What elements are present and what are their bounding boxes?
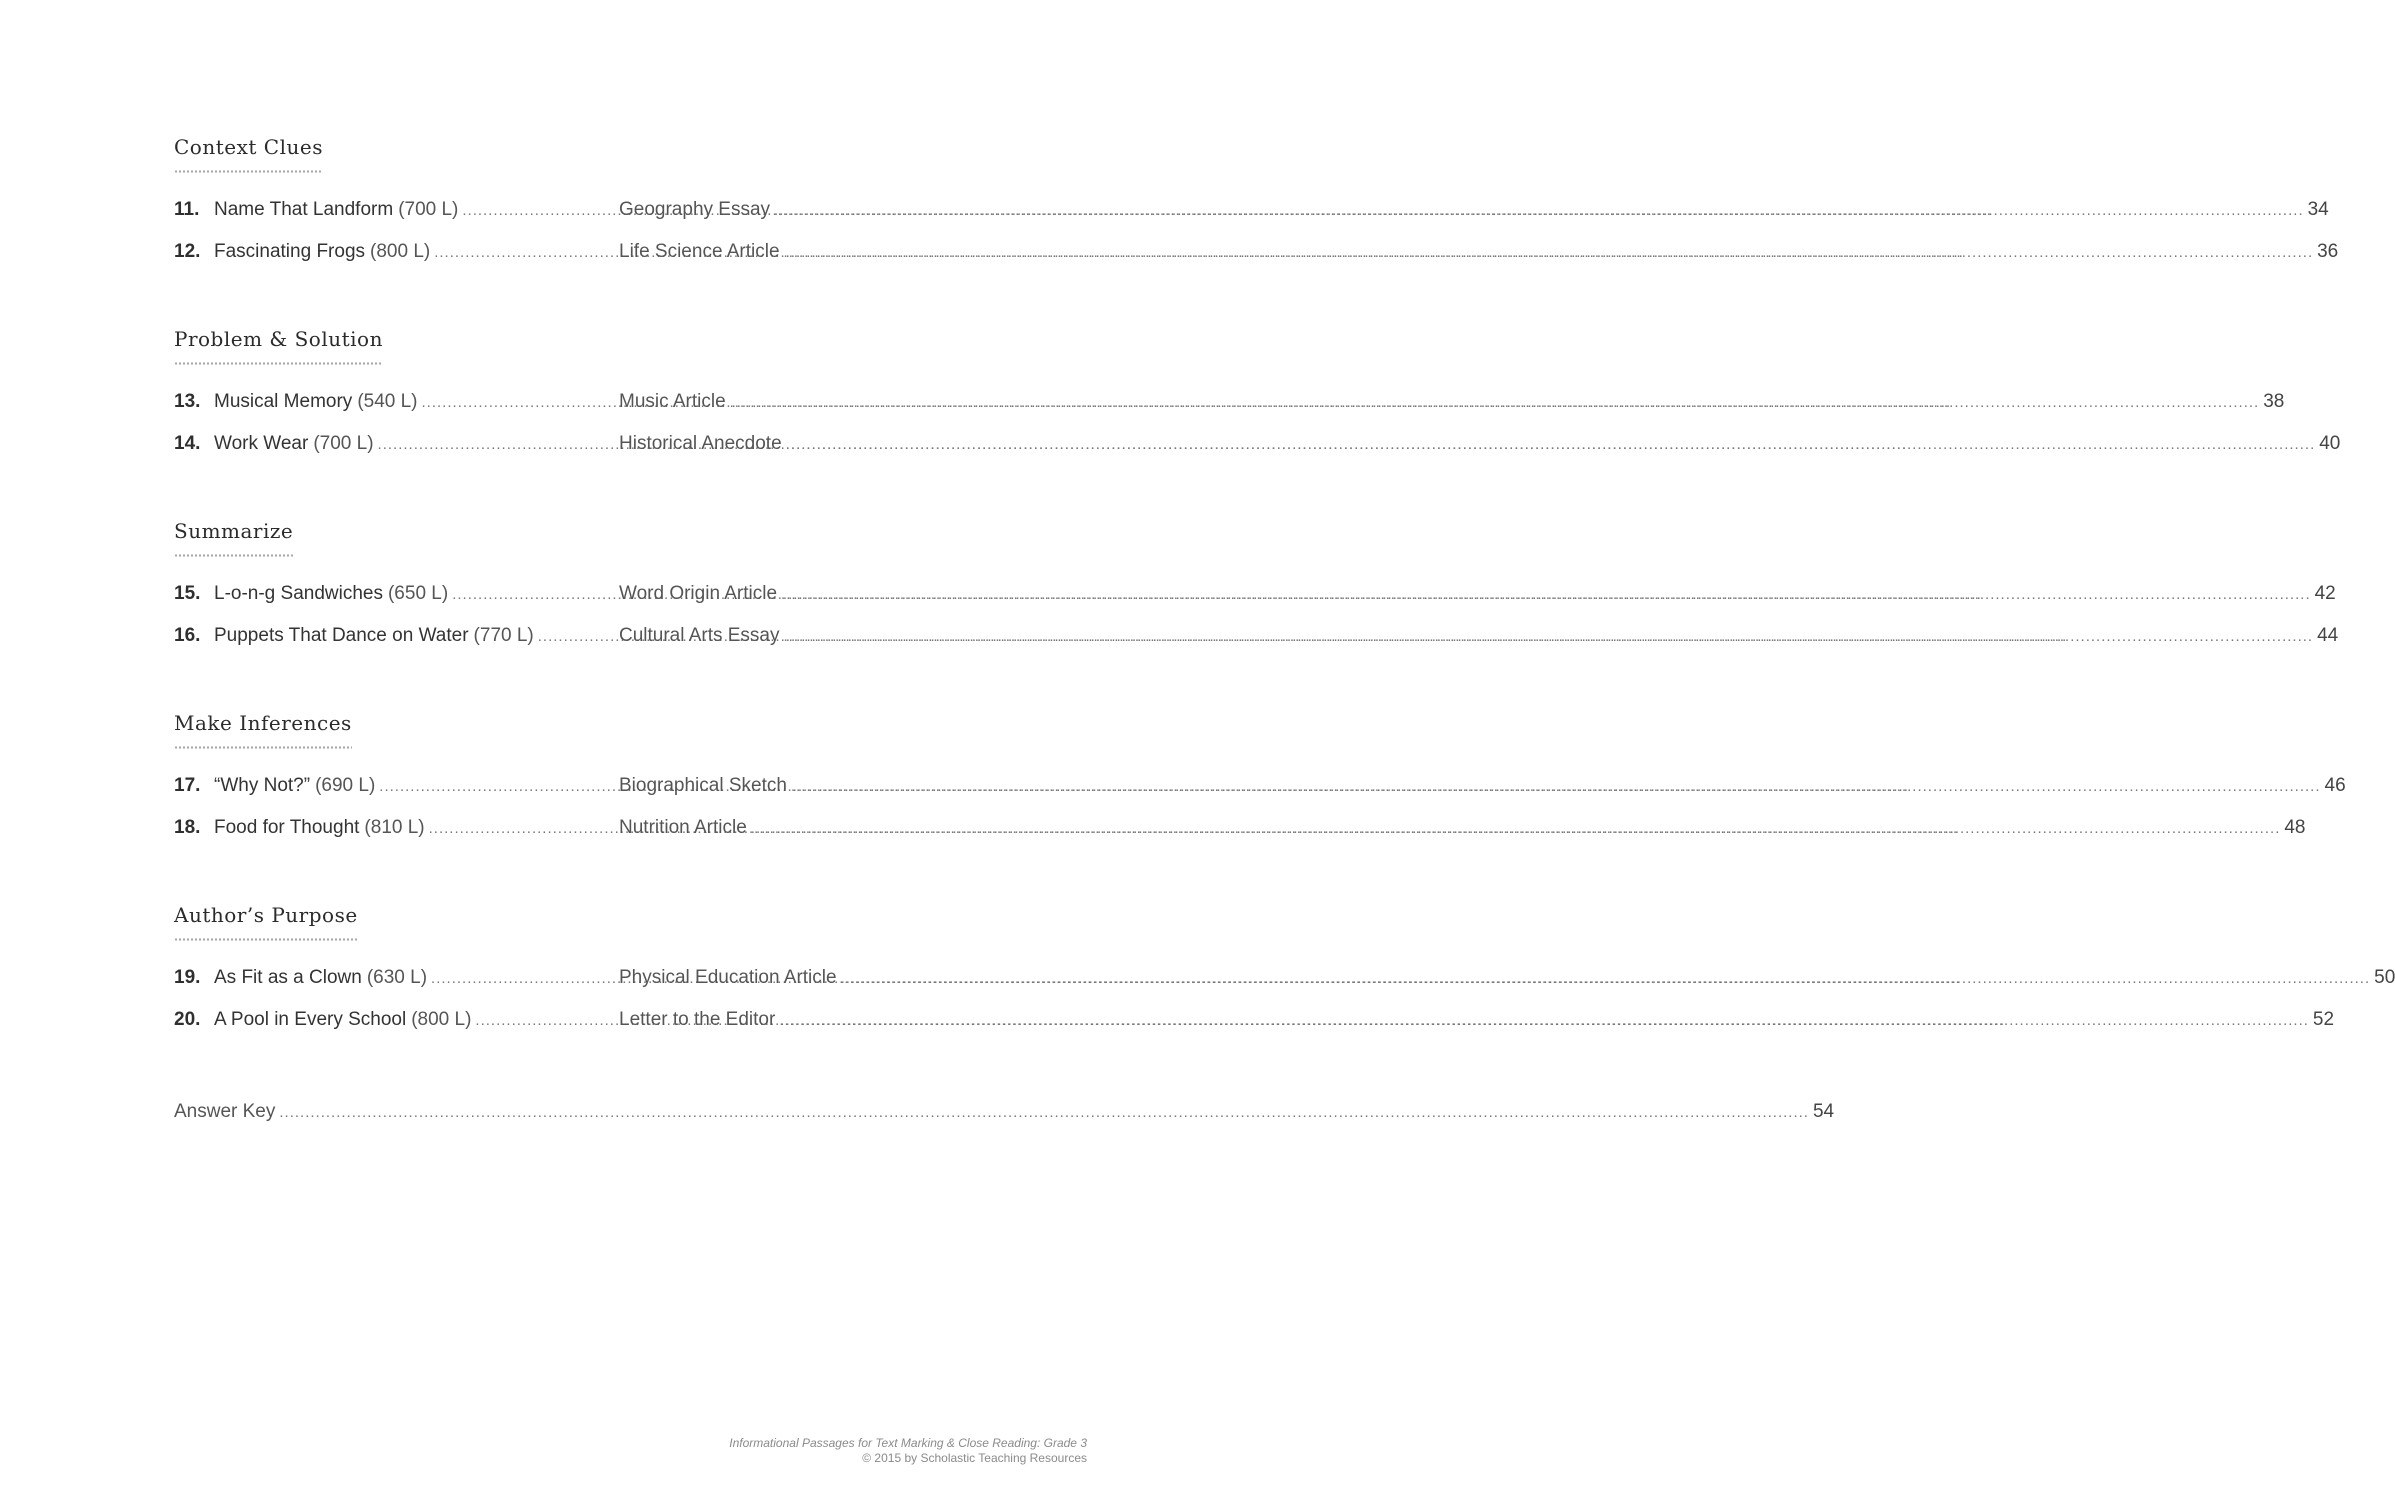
entry-number: 18. — [174, 817, 201, 838]
entry-genre: Life Science Article — [619, 241, 780, 262]
entry-lexile: (770 L) — [473, 625, 534, 646]
entry-title: Food for Thought — [214, 817, 360, 838]
entry-title: Puppets That Dance on Water — [214, 625, 469, 646]
footer-book-title: Informational Passages for Text Marking & Close Reading: Grade 3 — [729, 1436, 1087, 1450]
dot-leader — [791, 766, 2321, 808]
entry-lexile: (690 L) — [315, 775, 376, 796]
entry-number: 16. — [174, 625, 201, 646]
entry-page: 38 — [2263, 391, 2285, 412]
entry-page: 48 — [2284, 817, 2306, 838]
entry-title: As Fit as a Clown — [214, 967, 362, 988]
entry-genre: Physical Education Article — [619, 967, 837, 988]
entry-number: 14. — [174, 433, 201, 454]
entry-lexile: (540 L) — [357, 391, 418, 412]
entry-title: “Why Not?” — [214, 775, 311, 796]
toc-entry — [174, 957, 2395, 999]
toc-entry — [174, 765, 2346, 807]
dot-leader — [786, 424, 2316, 466]
entry-genre: Music Article — [619, 391, 726, 412]
dot-leader — [279, 1092, 1809, 1134]
entry-title: Fascinating Frogs — [214, 241, 366, 262]
entry-number: 13. — [174, 391, 201, 412]
toc-entry — [174, 573, 2336, 615]
toc-entry — [174, 189, 2329, 231]
dot-leader — [774, 190, 2304, 232]
toc-entry — [174, 615, 2339, 657]
entry-lexile: (630 L) — [366, 967, 428, 988]
toc-entry — [174, 999, 2335, 1041]
entry-page: 46 — [2324, 775, 2346, 796]
entry-page: 44 — [2317, 625, 2339, 646]
entry-lexile: (650 L) — [387, 583, 449, 604]
page-footer — [729, 1436, 1087, 1466]
dot-leader — [841, 958, 2371, 1000]
entry-lexile: (800 L) — [370, 241, 431, 262]
section-summarize — [174, 515, 2339, 657]
section-authors-purpose — [174, 899, 2395, 1041]
section-heading: Author’s Purpose — [174, 899, 358, 941]
answer-key-label: Answer Key — [174, 1101, 276, 1122]
entry-page: 40 — [2319, 433, 2341, 454]
entry-genre: Nutrition Article — [619, 817, 747, 838]
entry-number: 15. — [174, 583, 201, 604]
toc-entry — [174, 423, 2341, 465]
section-make-inferences — [174, 707, 2346, 849]
section-heading: Context Clues — [174, 131, 323, 173]
entry-title: Musical Memory — [214, 391, 353, 412]
entry-page: 50 — [2374, 967, 2395, 988]
entry-title: L-o-n-g Sandwiches — [214, 583, 383, 604]
dot-leader — [781, 574, 2311, 616]
entry-number: 17. — [174, 775, 201, 796]
entry-lexile: (700 L) — [313, 433, 374, 454]
entry-number: 12. — [174, 241, 201, 262]
entry-genre: Biographical Sketch — [619, 775, 787, 796]
dot-leader — [784, 616, 2314, 658]
entry-page: 52 — [2312, 1009, 2335, 1030]
entry-lexile: (800 L) — [411, 1009, 472, 1030]
dot-leader — [779, 1000, 2309, 1042]
section-heading: Summarize — [174, 515, 293, 557]
toc-entry — [174, 231, 2339, 273]
entry-page: 42 — [2314, 583, 2336, 604]
dot-leader — [784, 232, 2314, 274]
entry-page: 36 — [2317, 241, 2339, 262]
entry-lexile: (810 L) — [364, 817, 425, 838]
entry-genre: Letter to the Editor — [619, 1009, 776, 1030]
entry-number: 20. — [174, 1009, 201, 1030]
entry-number: 11. — [174, 199, 200, 220]
table-of-contents — [174, 131, 2395, 1133]
entry-page: 34 — [2307, 199, 2329, 220]
section-problem-solution — [174, 323, 2341, 465]
toc-entry — [174, 1091, 1835, 1133]
dot-leader — [751, 808, 2281, 850]
entry-genre: Historical Anecdote — [619, 433, 782, 454]
entry-number: 19. — [174, 967, 201, 988]
entry-title: Work Wear — [214, 433, 309, 454]
entry-genre: Geography Essay — [619, 199, 771, 220]
answer-key-page: 54 — [1812, 1101, 1835, 1122]
footer-copyright: © 2015 by Scholastic Teaching Resources — [862, 1451, 1087, 1465]
toc-entry — [174, 381, 2285, 423]
entry-title: A Pool in Every School — [214, 1009, 407, 1030]
section-heading: Problem & Solution — [174, 323, 383, 365]
section-heading: Make Inferences — [174, 707, 352, 749]
answer-key-row — [174, 1091, 1835, 1133]
entry-genre: Cultural Arts Essay — [619, 625, 780, 646]
toc-entry — [174, 807, 2306, 849]
entry-genre: Word Origin Article — [619, 583, 778, 604]
entry-lexile: (700 L) — [398, 199, 459, 220]
dot-leader — [730, 382, 2260, 424]
entry-title: Name That Landform — [214, 199, 394, 220]
section-context-clues — [174, 131, 2339, 273]
